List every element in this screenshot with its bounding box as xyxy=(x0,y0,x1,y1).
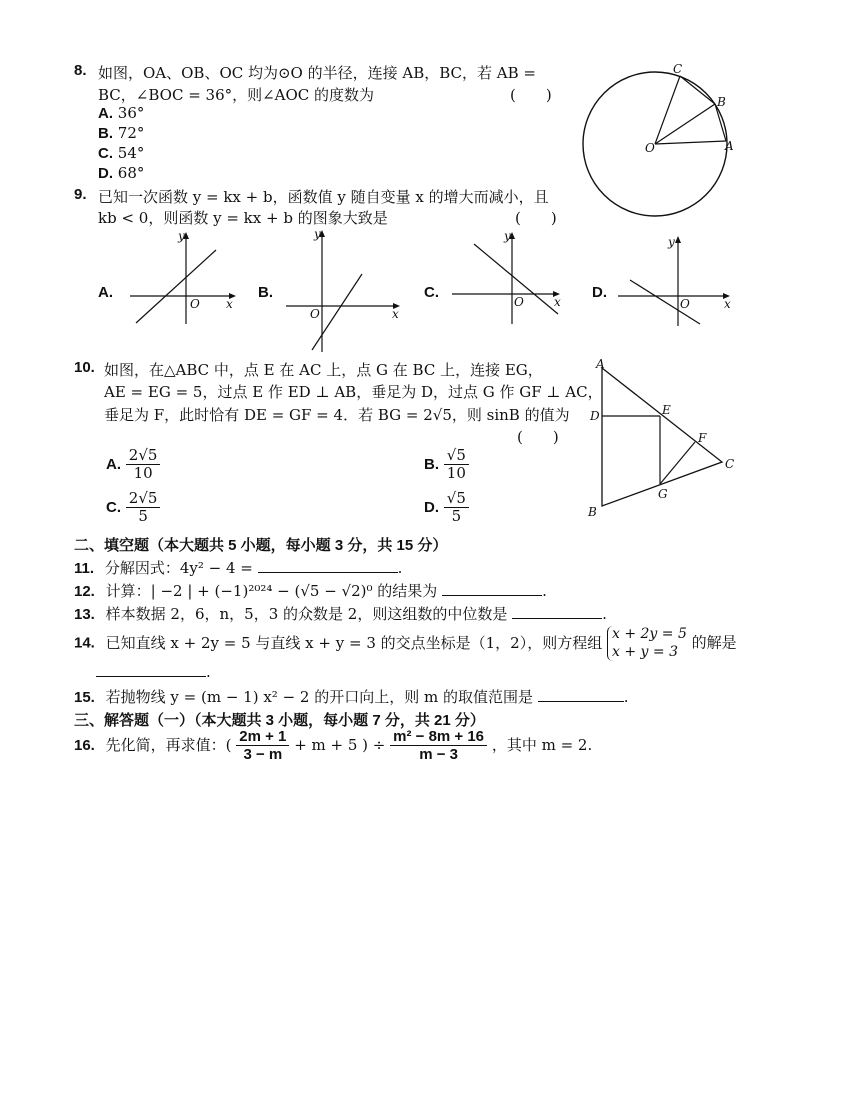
q12-answer-blank[interactable] xyxy=(442,581,542,596)
q9-graph-a xyxy=(120,228,245,328)
svg-text:A: A xyxy=(596,357,605,371)
label-c: C xyxy=(673,62,683,76)
svg-text:O: O xyxy=(680,297,690,311)
svg-text:F: F xyxy=(698,431,707,445)
q8-option-a: A. 36° xyxy=(98,104,145,122)
svg-text:B: B xyxy=(588,505,597,519)
q9-stem-line2: kb < 0，则函数 y = kx + b 的图象大致是 xyxy=(98,209,388,227)
q10-answer-paren: ( ) xyxy=(517,428,559,446)
q10-stem-line1: 如图，在△ABC 中，点 E 在 AC 上，点 G 在 BC 上，连接 EG， xyxy=(104,361,543,379)
q13-answer-blank[interactable] xyxy=(512,604,602,619)
radius-oc xyxy=(655,76,680,144)
svg-text:x: x xyxy=(554,295,561,309)
q9-graph-b xyxy=(282,226,407,356)
q14: 14. 已知直线 x + 2y = 5 与直线 x + y = 3 的交点坐标是（1，2），则方程组 x + 2y = 5 x + y = 3 的解是 xyxy=(74,626,737,660)
q12: 12. 计算：| −2 | + (−1)²⁰²⁴ − (√5 − √2)⁰ 的结果为 . xyxy=(74,582,547,600)
q8-option-c: C. 54° xyxy=(98,144,145,162)
q15-answer-blank[interactable] xyxy=(538,687,624,702)
label-b: B xyxy=(717,95,726,109)
q14-answer-line: . xyxy=(96,662,211,681)
q10-number: 10. xyxy=(74,359,95,376)
q10-stem-line3: 垂足为 F，此时恰有 DE = GF = 4．若 BG = 2√5，则 sinB 的值为 xyxy=(104,406,570,424)
q9-stem-line1: 已知一次函数 y = kx + b，函数值 y 随自变量 x 的增大而减小，且 xyxy=(98,188,549,206)
svg-text:D: D xyxy=(590,409,600,423)
section-2-heading: 二、填空题（本大题共 5 小题，每小题 3 分，共 15 分） xyxy=(74,537,448,554)
svg-text:x: x xyxy=(226,297,233,311)
q14-equation-system: x + 2y = 5 x + y = 3 xyxy=(607,626,687,661)
svg-text:G: G xyxy=(658,487,668,501)
svg-text:x: x xyxy=(724,297,731,311)
q9-graph-c xyxy=(446,228,571,328)
q8-stem-line2: BC，∠BOC = 36°，则∠AOC 的度数为 xyxy=(98,86,375,104)
q9-answer-paren: ( ) xyxy=(515,209,557,227)
q10-option-d: D. $\frac{√5}{5}$ xyxy=(424,490,469,526)
q9-number: 9. xyxy=(74,186,87,203)
svg-text:x: x xyxy=(392,307,399,321)
radius-oa xyxy=(655,141,726,144)
q9-option-c-label: C. xyxy=(424,284,439,301)
svg-text:y: y xyxy=(178,229,185,243)
q16: 16. 先化简，再求值：( $\frac{2m + 1}{3 - m}$ + m + 5 ) ÷ $\frac{\text{m² − 8m + 16}}{m - 3}$ ，其中 m = 2. xyxy=(74,728,593,764)
svg-text:y: y xyxy=(314,227,321,241)
section-3-heading: 三、解答题（一）（本大题共 3 小题，每小题 7 分，共 21 分） xyxy=(74,712,485,729)
q11: 11. 分解因式：4y² − 4 = . xyxy=(74,559,403,577)
q8-answer-paren: ( ) xyxy=(510,86,552,104)
svg-text:O: O xyxy=(190,297,200,311)
svg-text:E: E xyxy=(662,403,671,417)
q10-option-c: C. $\frac{2√5}{5}$ xyxy=(106,490,160,526)
q13: 13. 样本数据 2，6，n，5，3 的众数是 2，则这组数的中位数是 . xyxy=(74,605,607,623)
label-o: O xyxy=(645,141,655,155)
svg-text:O: O xyxy=(514,295,524,309)
chord-bc xyxy=(680,76,715,104)
q10-stem-line2: AE = EG = 5，过点 E 作 ED ⊥ AB，垂足为 D，过点 G 作 GF ⊥ AC， xyxy=(104,383,603,401)
svg-text:O: O xyxy=(310,307,320,321)
svg-text:y: y xyxy=(668,235,675,249)
q8-number: 8. xyxy=(74,62,87,79)
q10-triangle-figure xyxy=(582,356,742,521)
q9-option-a-label: A. xyxy=(98,284,113,301)
q9-option-d-label: D. xyxy=(592,284,607,301)
q8-circle-figure xyxy=(575,60,745,220)
q14-answer-blank[interactable] xyxy=(96,662,206,677)
q10-option-b: B. $\frac{√5}{10}$ xyxy=(424,447,469,483)
svg-text:y: y xyxy=(504,229,511,243)
q8-option-d: D. 68° xyxy=(98,164,145,182)
q8-stem-line1: 如图，OA、OB、OC 均为⊙O 的半径，连接 AB，BC，若 AB = xyxy=(98,64,536,82)
q9-option-b-label: B. xyxy=(258,284,273,301)
line-graph xyxy=(136,250,216,323)
radius-ob xyxy=(655,104,715,144)
q15: 15. 若抛物线 y = (m − 1) x² − 2 的开口向上，则 m 的取值范围是 . xyxy=(74,688,629,706)
svg-text:C: C xyxy=(725,457,735,471)
q10-option-a: A. $\frac{2√5}{10}$ xyxy=(106,447,160,483)
label-a: A xyxy=(725,139,734,153)
q11-answer-blank[interactable] xyxy=(258,558,398,573)
q9-graph-d xyxy=(614,232,739,332)
q8-option-b: B. 72° xyxy=(98,124,145,142)
